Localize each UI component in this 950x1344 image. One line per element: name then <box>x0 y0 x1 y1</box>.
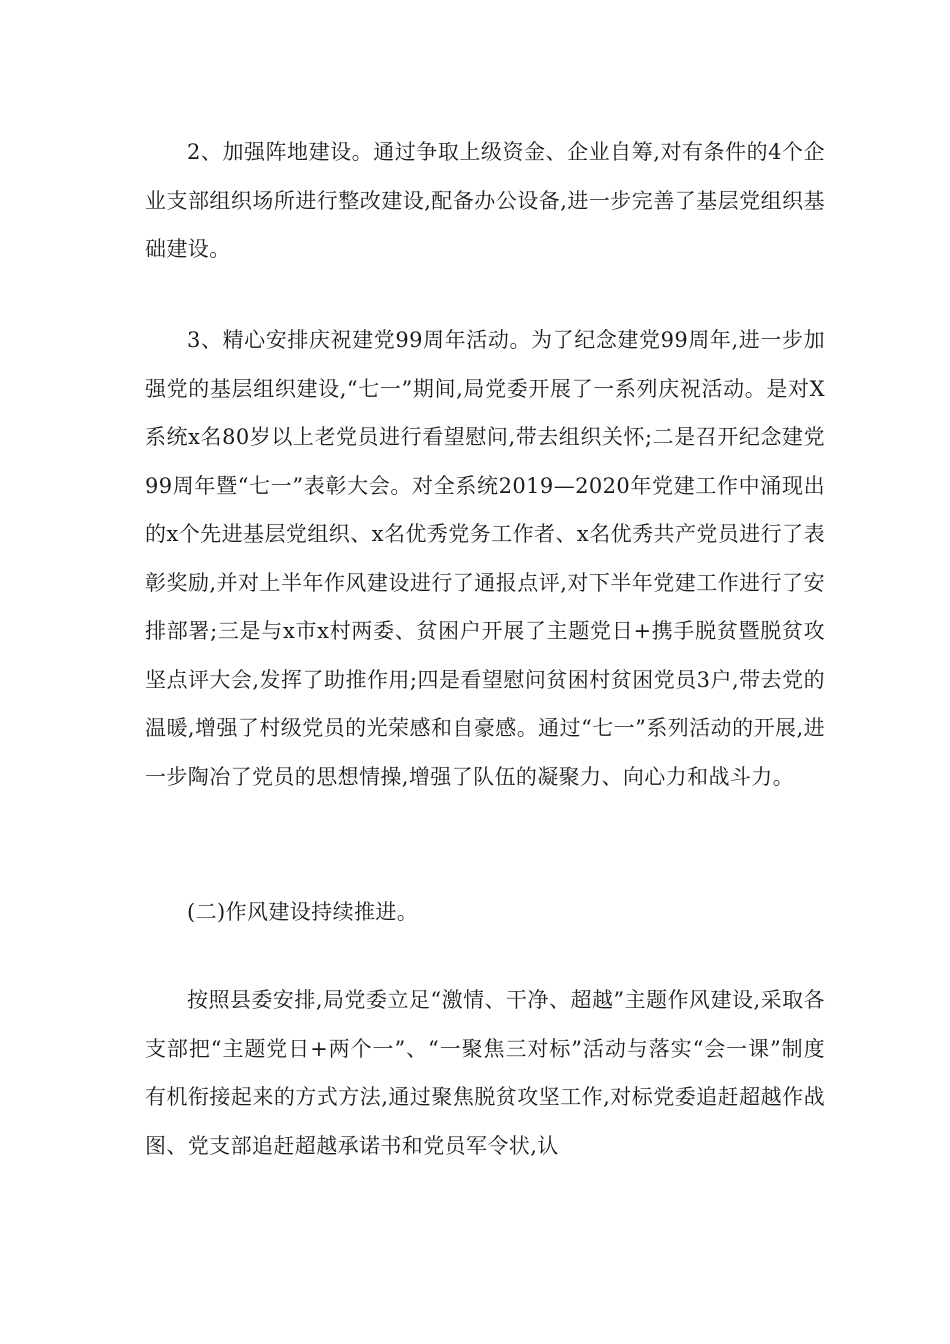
paragraph-anniversary-activities: 3、精心安排庆祝建党99周年活动。为了纪念建党99周年,进一步加强党的基层组织建设,“七一”期间,局党委开展了一系列庆祝活动。是对X系统x名80岁以上老党员进行看望慰问,带去组织关怀;二是召开纪念建党99周年暨“七一”表彰大会。对全系统2019—2020年党建工作中涌现出的x个先进基层党组织、x名优秀党务工作者、x名优秀共产党员进行了表彰奖励,并对上半年作风建设进行了通报点评,对下半年党建工作进行了安排部署;三是与x市x村两委、贫困户开展了主题党日+携手脱贫暨脱贫攻坚点评大会,发挥了助推作用;四是看望慰问贫困村贫困党员3户,带去党的温暖,增强了村级党员的光荣感和自豪感。通过“七一”系列活动的开展,进一步陶冶了党员的思想情操,增强了队伍的凝聚力、向心力和战斗力。 <box>145 328 825 789</box>
section-heading-work-style: (二)作风建设持续推进。 <box>187 900 419 924</box>
paragraph-position-building: 2、加强阵地建设。通过争取上级资金、企业自筹,对有条件的4个企业支部组织场所进行整改建设,配备办公设备,进一步完善了基层党组织基础建设。 <box>145 140 825 261</box>
paragraph-work-style-building: 按照县委安排,局党委立足“激情、干净、超越”主题作风建设,采取各支部把“主题党日+两个一”、“一聚焦三对标”活动与落实“会一课”制度有机衔接起来的方式方法,通过聚焦脱贫攻坚工作,对标党委追赶超越作战图、党支部追赶超越承诺书和党员军令状,认 <box>145 988 825 1158</box>
